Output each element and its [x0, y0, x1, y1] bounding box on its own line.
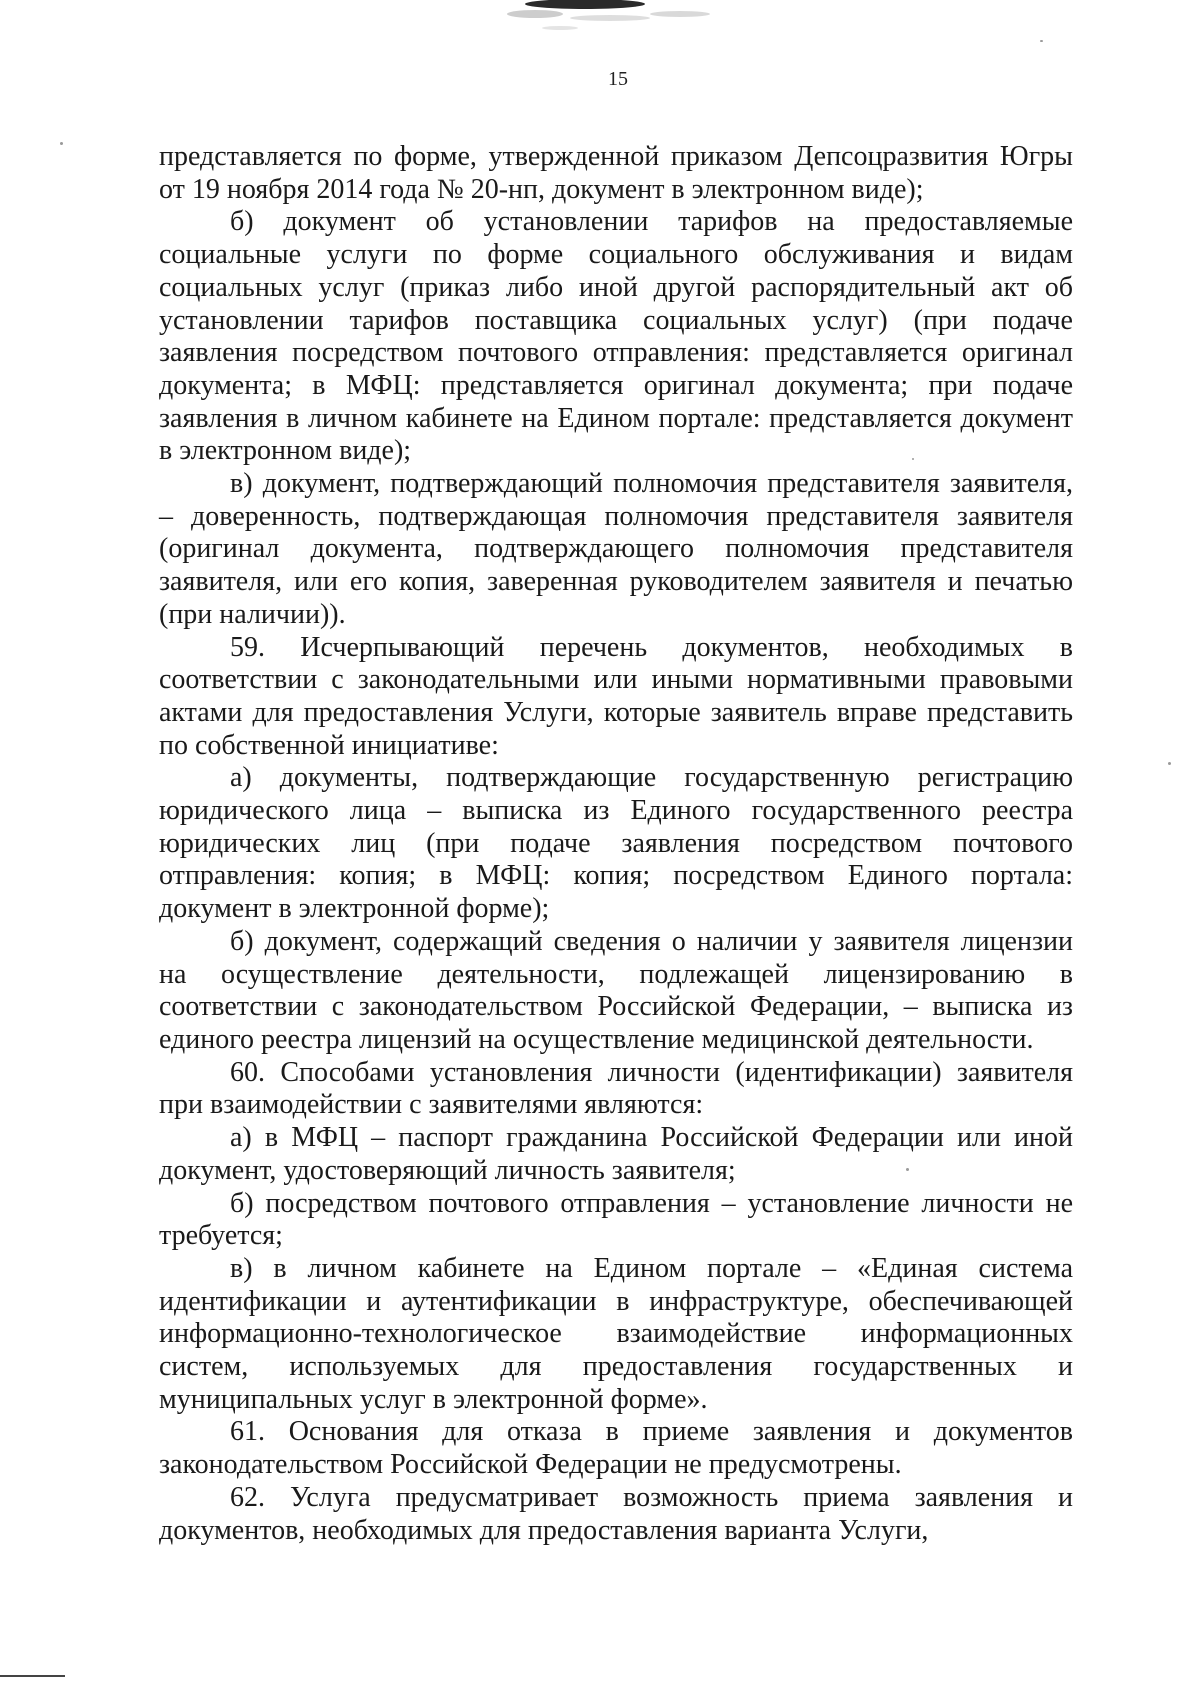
scan-edge-line	[0, 1675, 65, 1677]
document-body	[159, 141, 1073, 1547]
paragraph: 60. Способами установления личности (идентификации) заявителя при взаимодействии с заявителями являются:	[159, 1056, 1073, 1121]
scan-speck	[906, 1168, 909, 1171]
scan-artifact	[490, 0, 730, 38]
paragraph: в) в личном кабинете на Едином портале – «Единая система идентификации и аутентификации в инфраструктуре, обеспечивающей информационно-технологическое взаимодействие информационных систем, используемых для предоставления государственных и муниципальных услуг в электронной форме».	[159, 1252, 1073, 1415]
scan-speck	[912, 458, 914, 460]
paragraph: 62. Услуга предусматривает возможность приема заявления и документов, необходимых для предоставления варианта Услуги,	[159, 1481, 1073, 1546]
scan-speck	[1040, 40, 1043, 42]
paragraph: б) посредством почтового отправления – установление личности не требуется;	[159, 1187, 1073, 1252]
page-number: 15	[608, 68, 628, 90]
paragraph: б) документ об установлении тарифов на предоставляемые социальные услуги по форме социального обслуживания и видам социальных услуг (приказ либо иной другой распорядительный акт об установлении тарифов поставщика социальных услуг) (при подаче заявления посредством почтового отправления: представляется оригинал документа; в МФЦ: представляется оригинал документа; при подаче заявления в личном кабинете на Едином портале: представляется документ в электронном виде);	[159, 206, 1073, 467]
paragraph: 59. Исчерпывающий перечень документов, необходимых в соответствии с законодательными или иными нормативными правовыми актами для предоставления Услуги, которые заявитель вправе представить по собственной инициативе:	[159, 631, 1073, 761]
paragraph: 61. Основания для отказа в приеме заявления и документов законодательством Российской Федерации не предусмотрены.	[159, 1416, 1073, 1481]
paragraph: представляется по форме, утвержденной приказом Депсоцразвития Югры от 19 ноября 2014 года № 20-нп, документ в электронном виде);	[159, 141, 1073, 205]
scan-speck	[60, 142, 63, 145]
paragraph: а) документы, подтверждающие государственную регистрацию юридического лица – выписка из Единого государственного реестра юридических лиц (при подаче заявления посредством почтового отправления: копия; в МФЦ: копия; посредством Единого портала: документ в электронной форме);	[159, 762, 1073, 925]
paragraph: в) документ, подтверждающий полномочия представителя заявителя, – доверенность, подтверждающая полномочия представителя заявителя (оригинал документа, подтверждающего полномочия представителя заявителя, или его копия, заверенная руководителем заявителя и печатью (при наличии)).	[159, 468, 1073, 630]
scan-speck	[1168, 762, 1171, 765]
paragraph: б) документ, содержащий сведения о наличии у заявителя лицензии на осуществление деятельности, подлежащей лицензированию в соответствии с законодательством Российской Федерации, – выписка из единого реестра лицензий на осуществление медицинской деятельности.	[159, 925, 1073, 1055]
paragraph: а) в МФЦ – паспорт гражданина Российской Федерации или иной документ, удостоверяющий личность заявителя;	[159, 1122, 1073, 1186]
